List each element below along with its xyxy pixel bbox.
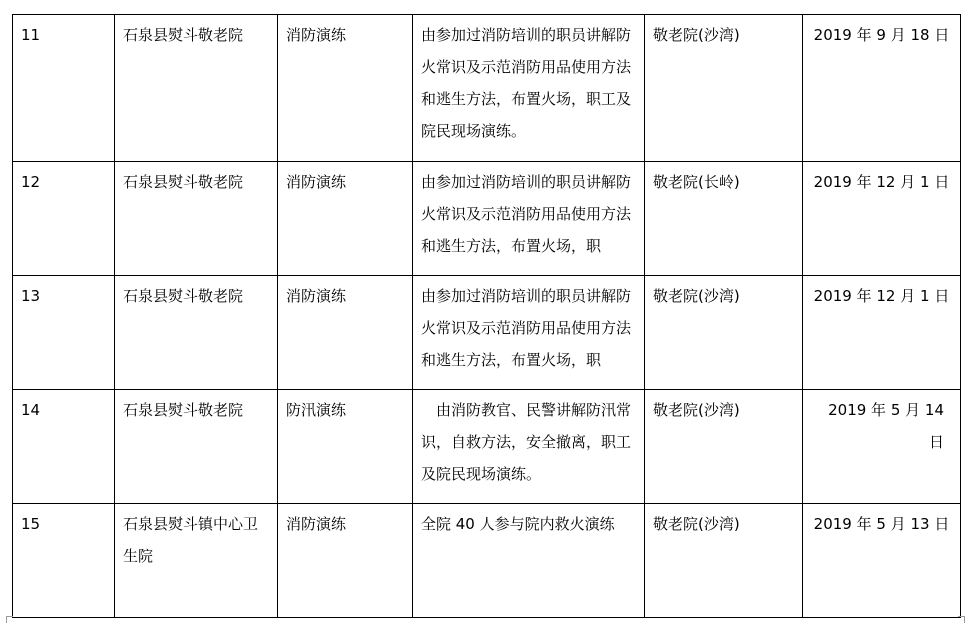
- unit-cell: 石泉县熨斗敬老院: [115, 15, 278, 162]
- table-row: [13, 162, 961, 276]
- location-cell: 敬老院(长岭): [645, 162, 803, 276]
- content-cell: 由参加过消防培训的职员讲解防火常识及示范消防用品使用方法和逃生方法，布置火场，职: [413, 276, 645, 390]
- page-corner-mark: [958, 616, 965, 623]
- content-cell: 由参加过消防培训的职员讲解防火常识及示范消防用品使用方法和逃生方法，布置火场，职: [413, 162, 645, 276]
- date-cell: 2019 年 9 月 18 日: [803, 15, 961, 162]
- drill-type-cell: 防汛演练: [278, 390, 413, 504]
- location-cell: 敬老院(沙湾): [645, 390, 803, 504]
- table-row: [13, 504, 961, 618]
- unit-cell: 石泉县熨斗敬老院: [115, 162, 278, 276]
- date-cell: 2019 年 5 月 14 日: [803, 390, 961, 504]
- content-cell: [413, 390, 645, 504]
- date-cell: 2019 年 12 月 1 日: [803, 162, 961, 276]
- page-corner-mark: [6, 616, 13, 623]
- unit-cell: 石泉县熨斗敬老院: [115, 276, 278, 390]
- drill-type-cell: 消防演练: [278, 504, 413, 618]
- content-cell: 全院 40 人参与院内救火演练: [413, 504, 645, 618]
- unit-cell: 石泉县熨斗敬老院: [115, 390, 278, 504]
- table-row: [13, 15, 961, 162]
- drill-type-cell: 消防演练: [278, 276, 413, 390]
- date-cell: 2019 年 12 月 1 日: [803, 276, 961, 390]
- location-cell: 敬老院(沙湾): [645, 15, 803, 162]
- row-number: 15: [13, 504, 115, 618]
- row-number: 11: [13, 15, 115, 162]
- content-text: 由消防教官、民警讲解防汛常识，自救方法，安全撤离，职工及院民现场演练。: [421, 401, 632, 483]
- location-cell: 敬老院(沙湾): [645, 504, 803, 618]
- row-number: 12: [13, 162, 115, 276]
- row-number: 13: [13, 276, 115, 390]
- row-number: 14: [13, 390, 115, 504]
- drill-type-cell: 消防演练: [278, 15, 413, 162]
- unit-cell: 石泉县熨斗镇中心卫生院: [115, 504, 278, 618]
- drill-type-cell: 消防演练: [278, 162, 413, 276]
- table-row: [13, 276, 961, 390]
- content-cell: 由参加过消防培训的职员讲解防火常识及示范消防用品使用方法和逃生方法，布置火场，职工及院民现场演练。: [413, 15, 645, 162]
- drill-record-table: [12, 14, 961, 618]
- table-row: [13, 390, 961, 504]
- location-cell: 敬老院(沙湾): [645, 276, 803, 390]
- date-cell: 2019 年 5 月 13 日: [803, 504, 961, 618]
